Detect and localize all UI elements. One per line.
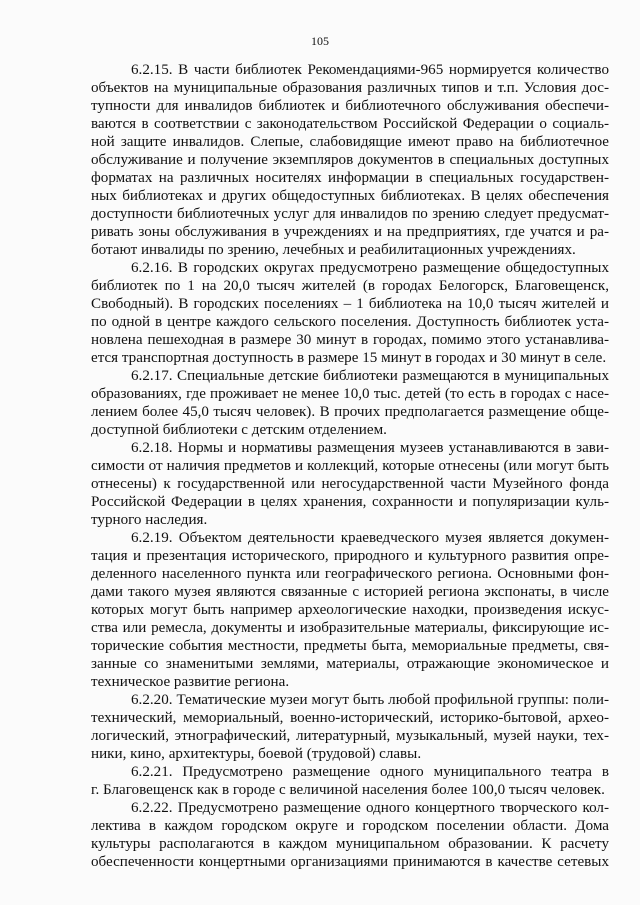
text-line: лением более 45,0 тысяч человек). В прочих предполагается размещение обще- — [91, 404, 609, 420]
text-line: ства или ремесла, документы и изобразительные материалы, фиксирующие ис- — [91, 620, 609, 636]
text-line: объектов на муниципальные образования различных типов и т.п. Условия дос- — [91, 80, 609, 96]
text-line: техническое развитие региона. — [91, 674, 290, 690]
text-line: новлена пешеходная в размере 30 минут в городах, помимо этого устанавлива- — [91, 332, 609, 348]
page-number: 105 — [311, 34, 329, 48]
paragraph-6-2-17 — [91, 367, 609, 439]
text-line: которых могут быть например археологические находки, произведения искус- — [91, 602, 609, 618]
text-line: 6.2.15. В части библиотек Рекомендациями-965 нормируется количество — [131, 62, 609, 78]
text-line: лектива в каждом городском округе и городском поселении области. Дома — [91, 818, 609, 834]
text-line: 6.2.18. Нормы и нормативы размещения музеев устанавливаются в зави- — [131, 440, 609, 456]
text-line: г. Благовещенск как в городе с величиной населения более 100,0 тысяч человек. — [91, 782, 605, 798]
paragraph-6-2-18 — [91, 439, 609, 529]
text-line: ботают инвалиды по зрению, лечебных и реабилитационных учреждениях. — [91, 242, 576, 258]
paragraph-6-2-16 — [91, 259, 609, 367]
text-line: деленного населенного пункта или географического региона. Основными фон- — [91, 566, 609, 582]
text-line: ется транспортная доступность в размере 15 минут в городах и 30 минут в селе. — [91, 350, 607, 366]
text-line: 6.2.19. Объектом деятельности краеведческого музея является докумен- — [131, 530, 609, 546]
text-line: по одной в центре каждого сельского поселения. Доступность библиотек уста- — [91, 314, 609, 330]
text-line: ной защите инвалидов. Слепые, слабовидящие имеют право на библиотечное — [91, 134, 609, 150]
text-line: торические события местности, предметы быта, мемориальные предметы, свя- — [91, 638, 609, 654]
text-line: занные со знаменитыми землями, материалы, отражающие экономическое и — [91, 656, 609, 672]
document-body — [91, 61, 609, 871]
text-line: 6.2.22. Предусмотрено размещение одного концертного творческого кол- — [131, 800, 609, 816]
text-line: отнесены) к государственной или негосударственной части Музейного фонда — [91, 476, 609, 492]
text-line: дами такого музея являются связанные с историей региона экспонаты, в числе — [91, 584, 609, 600]
text-line: тация и презентация исторического, природного и культурного развития опре- — [91, 548, 609, 564]
text-line: турного наследия. — [91, 512, 208, 528]
text-line: форматах на различных носителях информации в специальных государствен- — [91, 170, 609, 186]
text-line: Российской Федерации в целях хранения, сохранности и популяризации куль- — [91, 494, 609, 510]
paragraph-6-2-22 — [91, 799, 609, 871]
text-line: ных библиотеках и других общедоступных библиотеках. В целях обеспечения — [91, 188, 609, 204]
text-line: обслуживание и получение экземпляров документов в специальных доступных — [91, 152, 609, 168]
text-line: 6.2.20. Тематические музеи могут быть любой профильной группы: поли- — [131, 692, 609, 708]
text-line: тупности для инвалидов библиотек и библиотечного обслуживания обеспечи- — [91, 98, 609, 114]
text-line: 6.2.21. Предусмотрено размещение одного муниципального театра в — [131, 764, 609, 780]
text-line: ривать зоны обслуживания в учреждениях и на предприятиях, где учатся и ра- — [91, 224, 609, 240]
text-line: библиотек по 1 на 20,0 тысяч жителей (в городах Белогорск, Благовещенск, — [91, 278, 609, 294]
text-line: образованиях, где проживает не менее 10,0 тыс. детей (то есть в городах с насе- — [91, 386, 609, 402]
text-line: культуры располагаются в каждом муниципальном образовании. К расчету — [91, 836, 609, 852]
paragraph-6-2-20 — [91, 691, 609, 763]
text-line: логический, этнографический, литературный, музыкальный, музей науки, тех- — [91, 728, 609, 744]
paragraph-6-2-19 — [91, 529, 609, 691]
text-line: 6.2.16. В городских округах предусмотрено размещение общедоступных — [131, 260, 609, 276]
text-line: ваются в соответствии с законодательством Российской Федерации о социаль- — [91, 116, 609, 132]
text-line: доступности библиотечных услуг для инвалидов по зрению следует предусмат- — [91, 206, 609, 222]
text-line: обеспеченности концертными организациями принимаются в качестве сетевых — [91, 854, 609, 870]
paragraph-6-2-21 — [91, 763, 609, 799]
paragraph-6-2-15 — [91, 61, 609, 259]
text-line: Свободный). В городских поселениях – 1 библиотека на 10,0 тысяч жителей и — [91, 296, 609, 312]
text-line: технический, мемориальный, военно-исторический, историко-бытовой, архео- — [91, 710, 609, 726]
text-line: симости от наличия предметов и коллекций, которые отнесены (или могут быть — [91, 458, 609, 474]
text-line: 6.2.17. Специальные детские библиотеки размещаются в муниципальных — [131, 368, 609, 384]
text-line: доступной библиотеки с детским отделением. — [91, 422, 387, 438]
text-line: ники, кино, архитектуры, боевой (трудовой) славы. — [91, 746, 422, 762]
